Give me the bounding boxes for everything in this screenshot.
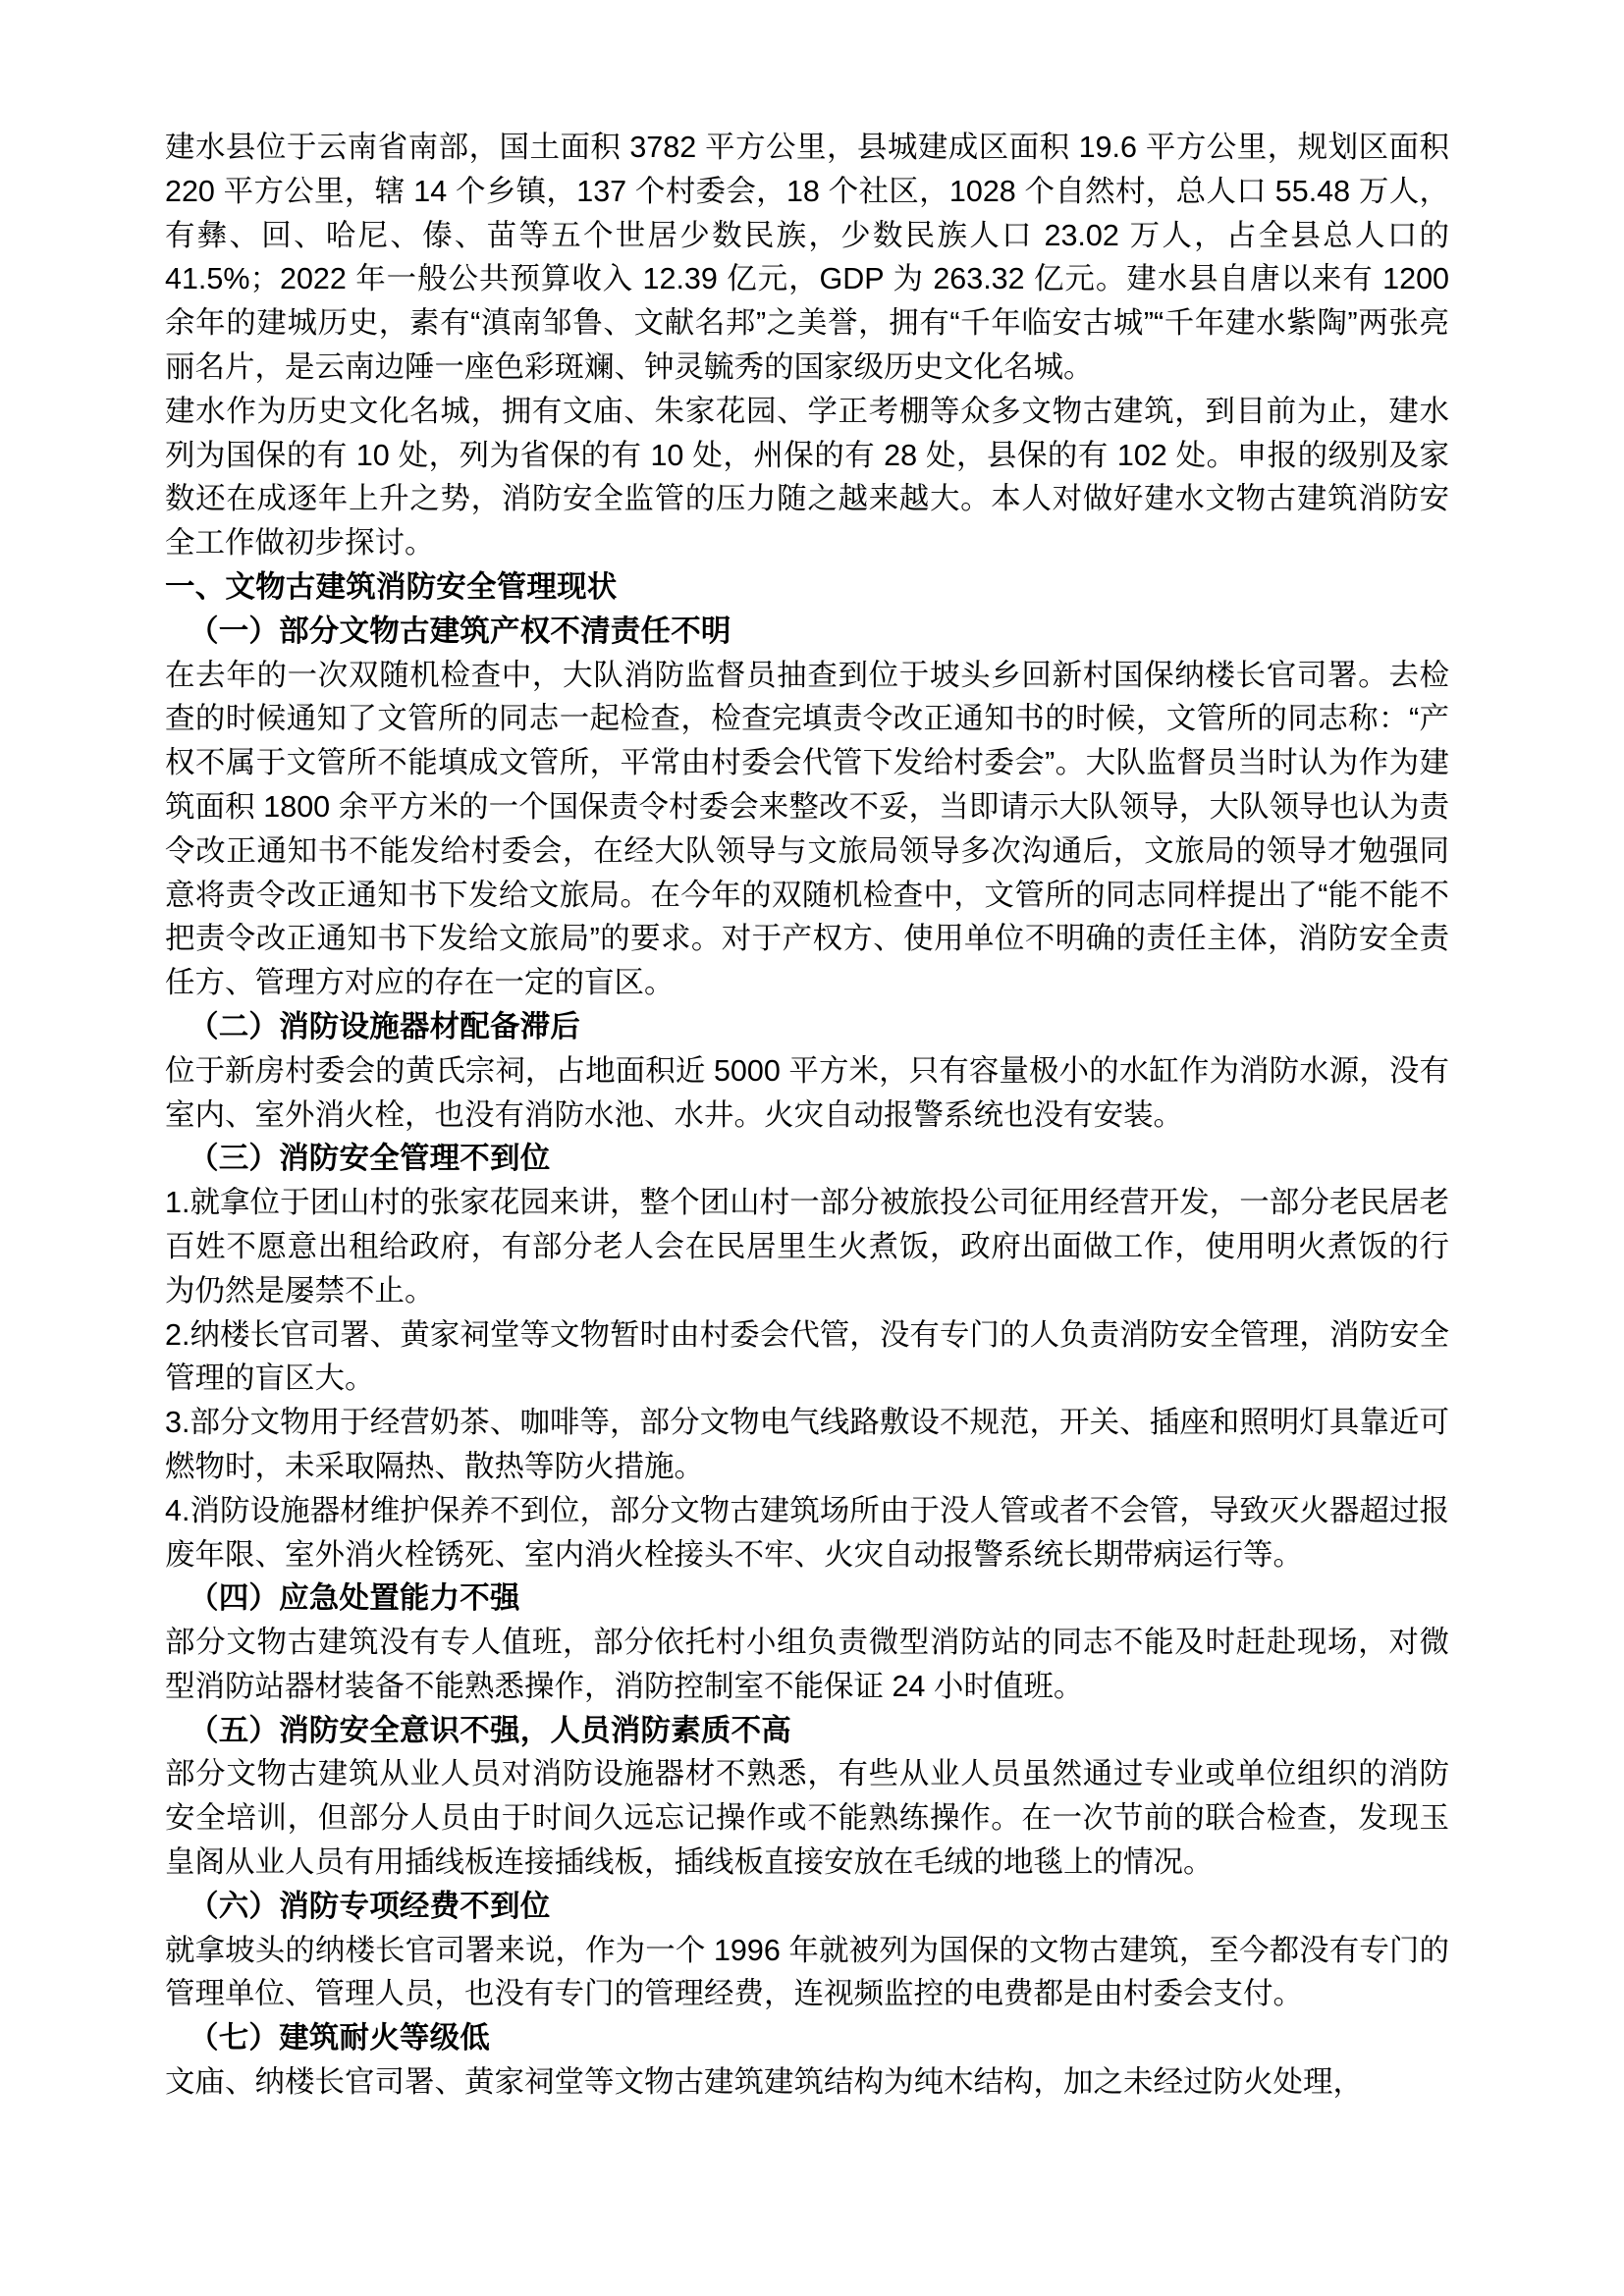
paragraph-intro-county: 建水县位于云南省南部，国土面积 3782 平方公里，县城建成区面积 19.6 平方公里，规划区面积 220 平方公里，辖 14 个乡镇，137 个村委会，18 个社区，1028 个自然村，总人口 55.48 万人，有彝、回、哈尼、傣、苗等五个世居少数民族，少数民族人口 23.02 万人，占全县总人口的 41.5%；2022 年一般公共预算收入 12.39 亿元，GDP 为 263.32 亿元。建水县自唐以来有 1200 余年的建城历史，素有“滇南邹鲁、文献名邦”之美誉，拥有“千年临安古城”“千年建水紫陶”两张亮丽名片，是云南边陲一座色彩斑斓、钟灵毓秀的国家级历史文化名城。 [165,131,1449,384]
list-item-1-tuanshan: 1.就拿位于团山村的张家花园来讲，整个团山村一部分被旅投公司征用经营开发，一部分老民居老百姓不愿意出租给政府，有部分老人会在民居里生火煮饭，政府出面做工作，使用明火煮饭的行为仍然是屡禁不止。 [165,1186,1449,1308]
list-item-4-maintenance: 4.消防设施器材维护保养不到位，部分文物古建筑场所由于没人管或者不会管，导致灭火器超过报废年限、室外消火栓锈死、室内消火栓接头不牢、火灾自动报警系统长期带病运行等。 [165,1493,1449,1572]
section-heading-current-status: 一、文物古建筑消防安全管理现状 [165,569,618,604]
paragraph-funding: 就拿坡头的纳楼长官司署来说，作为一个 1996 年就被列为国保的文物古建筑，至今都没有专门的管理单位、管理人员，也没有专门的管理经费，连视频监控的电费都是由村委会支付。 [165,1933,1449,2011]
paragraph-emergency-response: 部分文物古建筑没有专人值班，部分依托村小组负责微型消防站的同志不能及时赶赴现场，对微型消防站器材装备不能熟悉操作，消防控制室不能保证 24 小时值班。 [165,1626,1449,1703]
document-body [165,126,1449,2105]
paragraph-ownership-case: 在去年的一次双随机检查中，大队消防监督员抽查到位于坡头乡回新村国保纳楼长官司署。去检查的时候通知了文管所的同志一起检查，检查完填责令改正通知书的时候，文管所的同志称：“产权不属于文管所不能填成文管所，平常由村委会代管下发给村委会”。大队监督员当时认为作为建筑面积 1800 余平方米的一个国保责令村委会来整改不妥，当即请示大队领导，大队领导也认为责令改正通知书不能发给村委会，在经大队领导与文旅局领导多次沟通后，文旅局的领导才勉强同意将责令改正通知书下发给文旅局。在今年的双随机检查中，文管所的同志同样提出了“能不能不把责令改正通知书下发给文旅局”的要求。对于产权方、使用单位不明确的责任主体，消防安全责任方、管理方对应的存在一定的盲区。 [165,658,1449,1000]
paragraph-equipment-case: 位于新房村委会的黄氏宗祠，占地面积近 5000 平方米，只有容量极小的水缸作为消防水源，没有室内、室外消火栓，也没有消防水池、水井。火灾自动报警系统也没有安装。 [165,1053,1449,1132]
paragraph-fire-resistance: 文庙、纳楼长官司署、黄家祠堂等文物古建筑建筑结构为纯木结构，加之未经过防火处理， [165,2065,1363,2100]
paragraph-safety-awareness: 部分文物古建筑从业人员对消防设施器材不熟悉，有些从业人员虽然通过专业或单位组织的消防安全培训，但部分人员由于时间久远忘记操作或不能熟练操作。在一次节前的联合检查，发现玉皇阁从业人员有用插线板连接插线板，插线板直接安放在毛绒的地毯上的情况。 [165,1757,1449,1880]
subsection-heading-management-inadequate: （三）消防安全管理不到位 [189,1142,551,1176]
list-item-2-proxy-management: 2.纳楼长官司署、黄家祠堂等文物暂时由村委会代管，没有专门的人负责消防安全管理，消防安全管理的盲区大。 [165,1317,1449,1396]
paragraph-heritage-overview: 建水作为历史文化名城，拥有文庙、朱家花园、学正考棚等众多文物古建筑，到目前为止，建水列为国保的有 10 处，列为省保的有 10 处，州保的有 28 处，县保的有 102 处。申报的级别及家数还在成逐年上升之势，消防安全监管的压力随之越来越大。本人对做好建水文物古建筑消防安全工作做初步探讨。 [165,394,1449,561]
subsection-heading-fire-resistance: （七）建筑耐火等级低 [189,2021,490,2056]
subsection-heading-equipment-lagging: （二）消防设施器材配备滞后 [189,1009,581,1043]
subsection-heading-emergency-response: （四）应急处置能力不强 [189,1581,520,1616]
list-item-3-electrical-wiring: 3.部分文物用于经营奶茶、咖啡等，部分文物电气线路敷设不规范，开关、插座和照明灯具靠近可燃物时，未采取隔热、散热等防火措施。 [165,1406,1449,1483]
subsection-heading-safety-awareness: （五）消防安全意识不强，人员消防素质不高 [189,1713,791,1747]
subsection-heading-funding: （六）消防专项经费不到位 [189,1889,551,1923]
subsection-heading-ownership-unclear: （一）部分文物古建筑产权不清责任不明 [189,614,731,648]
